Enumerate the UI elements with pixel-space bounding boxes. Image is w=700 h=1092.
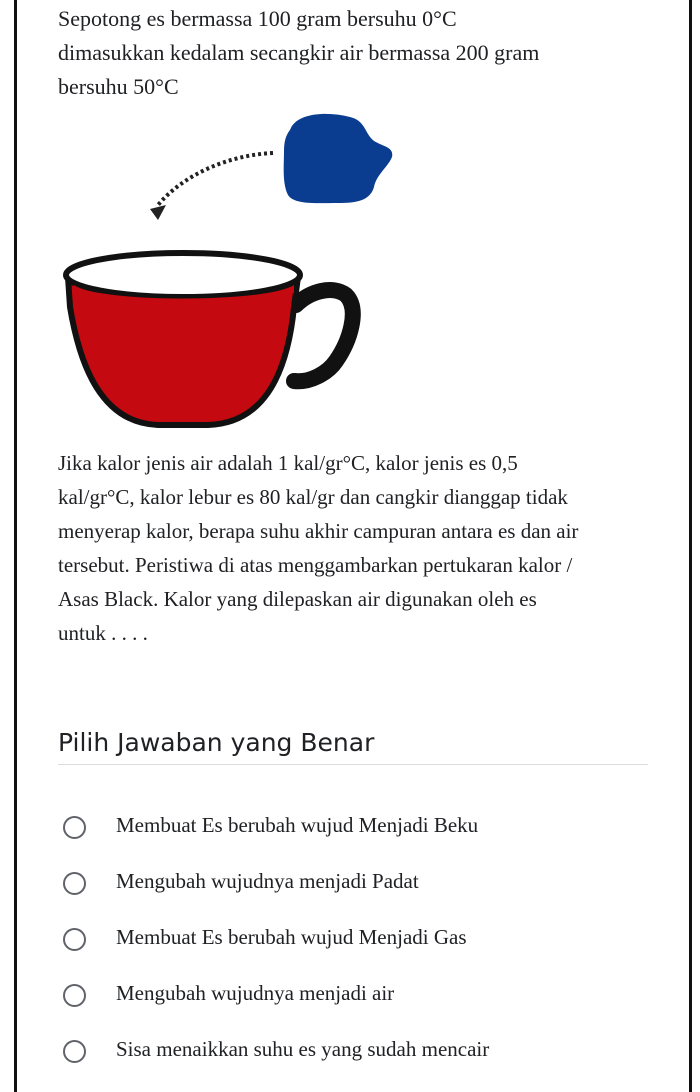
answer-option[interactable] xyxy=(58,856,658,912)
radio-button[interactable] xyxy=(63,1040,86,1063)
question-body-line: Jika kalor jenis air adalah 1 kal/gr°C, kalor jenis es 0,5 xyxy=(58,451,518,475)
answer-option[interactable] xyxy=(58,968,658,1024)
answer-option-label[interactable]: Mengubah wujudnya menjadi Padat xyxy=(116,869,419,893)
question-intro xyxy=(58,2,658,104)
arrow-head-icon xyxy=(150,205,166,220)
question-intro-line: bersuhu 50°C xyxy=(58,74,179,99)
answer-option[interactable] xyxy=(58,800,658,856)
question-body-line: kal/gr°C, kalor lebur es 80 kal/gr dan cangkir dianggap tidak xyxy=(58,485,568,509)
ice-cube-icon xyxy=(284,114,393,203)
answer-section-title: Pilih Jawaban yang Benar xyxy=(58,728,375,757)
ice-into-cup-illustration xyxy=(58,105,418,435)
question-body-line: tersebut. Peristiwa di atas menggambarkan pertukaran kalor / xyxy=(58,553,573,577)
question-intro-line: Sepotong es bermassa 100 gram bersuhu 0°C xyxy=(58,6,457,31)
question-body xyxy=(58,446,663,650)
radio-button[interactable] xyxy=(63,928,86,951)
answer-options-list xyxy=(58,800,658,1080)
question-body-line: untuk . . . . xyxy=(58,621,148,645)
right-frame-border xyxy=(689,0,692,1092)
trajectory-dotted-arrow xyxy=(158,153,273,205)
question-body-line: menyerap kalor, berapa suhu akhir campuran antara es dan air xyxy=(58,519,579,543)
answer-option-label[interactable]: Membuat Es berubah wujud Menjadi Beku xyxy=(116,813,479,837)
cup-handle xyxy=(294,290,353,381)
left-frame-border xyxy=(14,0,17,1092)
cup-rim xyxy=(66,253,300,297)
answer-option-label[interactable]: Membuat Es berubah wujud Menjadi Gas xyxy=(116,925,467,949)
radio-button[interactable] xyxy=(63,872,86,895)
answer-option-label[interactable]: Mengubah wujudnya menjadi air xyxy=(116,981,395,1005)
question-body-line: Asas Black. Kalor yang dilepaskan air digunakan oleh es xyxy=(58,587,537,611)
answer-option[interactable] xyxy=(58,1024,658,1080)
answer-option-label[interactable]: Sisa menaikkan suhu es yang sudah mencair xyxy=(116,1037,490,1061)
radio-button[interactable] xyxy=(63,816,86,839)
question-intro-line: dimasukkan kedalam secangkir air bermassa 200 gram xyxy=(58,40,540,65)
section-divider xyxy=(58,764,648,765)
answer-option[interactable] xyxy=(58,912,658,968)
radio-button[interactable] xyxy=(63,984,86,1007)
